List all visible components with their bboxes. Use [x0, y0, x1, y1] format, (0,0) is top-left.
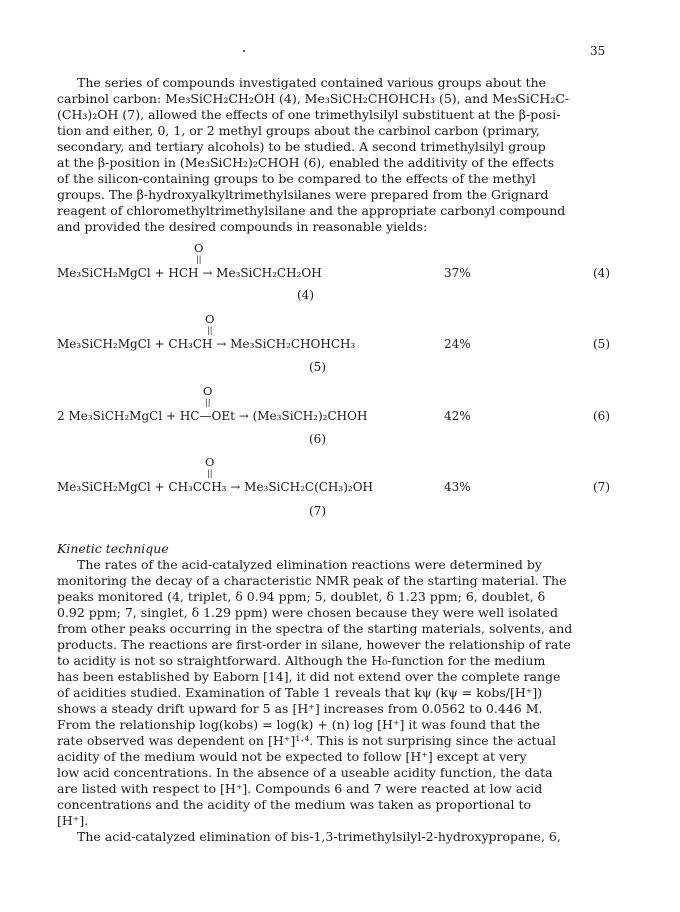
reaction-yield: 24% — [444, 337, 471, 351]
kinetic-line-16: concentrations and the acidity of the medium was taken as proportional to — [57, 797, 532, 812]
kinetic-line-14: low acid concentrations. In the absence of a useable acidity function, the data — [57, 765, 553, 780]
intro-line-10: and provided the desired compounds in reasonable yields: — [57, 219, 428, 234]
intro-line-4: tion and either, 0, 1, or 2 methyl groups about the carbinol carbon (primary, — [57, 123, 540, 138]
intro-line-1: The series of compounds investigated contained various groups about the — [77, 75, 547, 90]
product-label: (5) — [309, 360, 326, 374]
kinetic-line-18: The acid-catalyzed elimination of bis-1,3-trimethylsilyl-2-hydroxypropane, 6, — [77, 829, 561, 844]
kinetic-line-17: [H⁺]. — [57, 813, 89, 828]
speck — [243, 50, 245, 52]
intro-line-7: of the silicon-containing groups to be compared to the effects of the methyl — [57, 171, 536, 186]
equation-number: (6) — [593, 409, 610, 423]
carbonyl-oxygen: O — [203, 384, 213, 398]
kinetic-line-6: products. The reactions are first-order in silane, however the relationship of rate — [57, 637, 571, 652]
kinetic-line-1: The rates of the acid-catalyzed elimination reactions were determined by — [77, 557, 542, 572]
section-heading-kinetic: Kinetic technique — [57, 541, 169, 556]
product-label: (7) — [309, 504, 326, 518]
kinetic-line-11: From the relationship log(kobs) = log(k) + (n) log [H⁺] it was found that the — [57, 717, 541, 732]
kinetic-line-10: shows a steady drift upward for 5 as [H⁺] increases from 0.0562 to 0.446 M. — [57, 701, 543, 716]
double-bond: || — [207, 469, 213, 478]
reaction-yield: 42% — [444, 409, 471, 423]
kinetic-line-15: are listed with respect to [H⁺]. Compounds 6 and 7 were reacted at low acid — [57, 781, 543, 796]
double-bond: || — [207, 326, 213, 335]
kinetic-line-8: has been established by Eaborn [14], it did not extend over the complete range — [57, 669, 561, 684]
reaction-equation: 2 Me₃SiCH₂MgCl + HC—OEt → (Me₃SiCH₂)₂CHOH — [57, 409, 368, 423]
intro-line-2: carbinol carbon: Me₃SiCH₂CH₂OH (4), Me₃SiCH₂CHOHCH₃ (5), and Me₃SiCH₂C- — [57, 91, 570, 106]
kinetic-line-2: monitoring the decay of a characteristic NMR peak of the starting material. The — [57, 573, 567, 588]
intro-line-8: groups. The β-hydroxyalkyltrimethylsilanes were prepared from the Grignard — [57, 187, 549, 202]
equation-number: (4) — [593, 266, 610, 280]
equation-number: (5) — [593, 337, 610, 351]
double-bond: || — [205, 398, 211, 407]
kinetic-line-4: 0.92 ppm; 7, singlet, δ 1.29 ppm) were chosen because they were well isolated — [57, 605, 558, 620]
carbonyl-oxygen: O — [194, 241, 204, 255]
kinetic-line-7: to acidity is not so straightforward. Although the H₀-function for the medium — [57, 653, 546, 668]
intro-line-9: reagent of chloromethyltrimethylsilane and the appropriate carbonyl compound — [57, 203, 566, 218]
intro-line-3: (CH₃)₂OH (7), allowed the effects of one trimethylsilyl substituent at the β-posi- — [57, 107, 561, 122]
page-number: 35 — [590, 44, 606, 58]
kinetic-line-13: acidity of the medium would not be expected to follow [H⁺] except at very — [57, 749, 527, 764]
double-bond: || — [196, 255, 202, 264]
reaction-equation: Me₃SiCH₂MgCl + HCH → Me₃SiCH₂CH₂OH — [57, 266, 322, 280]
kinetic-line-5: from other peaks occurring in the spectra of the starting materials, solvents, and — [57, 621, 573, 636]
intro-line-5: secondary, and tertiary alcohols) to be studied. A second trimethylsilyl group — [57, 139, 546, 154]
reaction-equation: Me₃SiCH₂MgCl + CH₃CH → Me₃SiCH₂CHOHCH₃ — [57, 337, 356, 351]
reaction-yield: 37% — [444, 266, 471, 280]
kinetic-line-9: of acidities studied. Examination of Table 1 reveals that kψ (kψ = kobs/[H⁺]) — [57, 685, 543, 700]
carbonyl-oxygen: O — [205, 312, 215, 326]
kinetic-line-3: peaks monitored (4, triplet, δ 0.94 ppm; 5, doublet, δ 1.23 ppm; 6, doublet, δ — [57, 589, 546, 604]
product-label: (4) — [297, 288, 314, 302]
reaction-equation: Me₃SiCH₂MgCl + CH₃CCH₃ → Me₃SiCH₂C(CH₃)₂OH — [57, 480, 373, 494]
intro-line-6: at the β-position in (Me₃SiCH₂)₂CHOH (6), enabled the additivity of the effects — [57, 155, 555, 170]
carbonyl-oxygen: O — [205, 455, 215, 469]
product-label: (6) — [309, 432, 326, 446]
reaction-yield: 43% — [444, 480, 471, 494]
kinetic-line-12: rate observed was dependent on [H⁺]¹·⁴. This is not surprising since the actual — [57, 733, 556, 748]
equation-number: (7) — [593, 480, 610, 494]
